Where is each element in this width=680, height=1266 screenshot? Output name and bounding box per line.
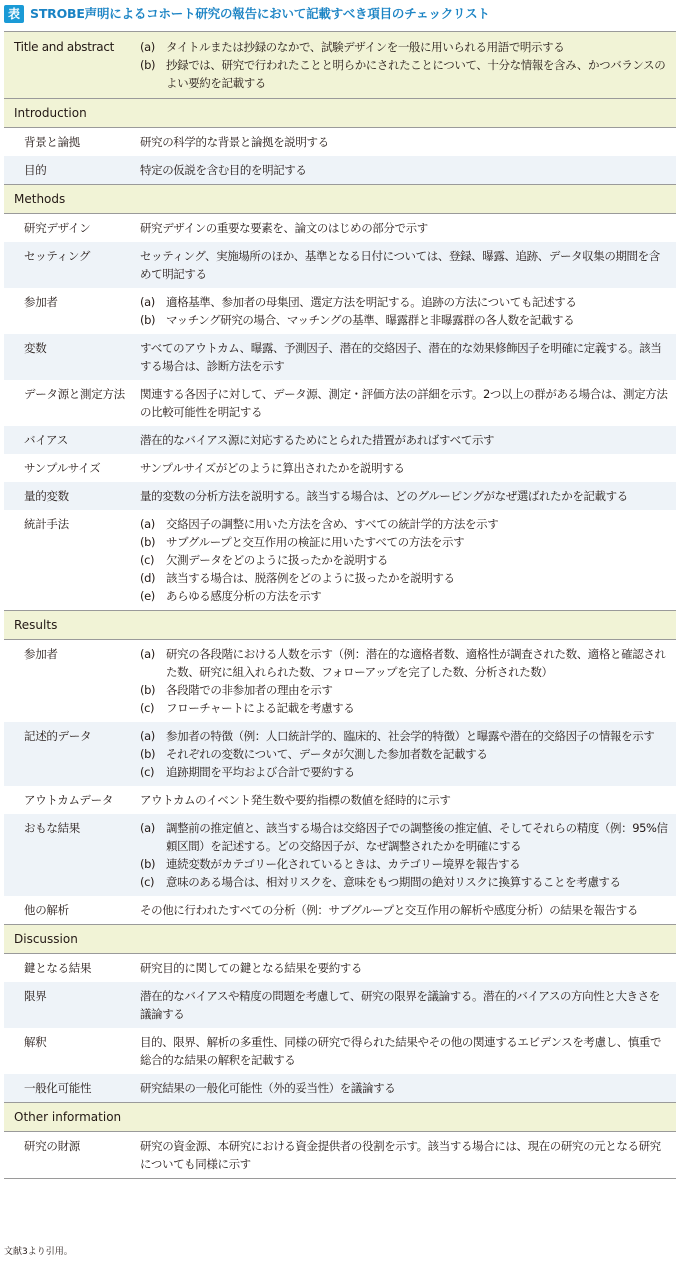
- item-description: 潜在的なバイアス源に対応するためにとられた措置があればすべて示す: [140, 433, 495, 447]
- sub-item: [140, 38, 668, 56]
- item-label: 解釈: [24, 1035, 47, 1049]
- item-description: 研究結果の一般化可能性（外的妥当性）を議論する: [140, 1081, 396, 1095]
- sub-item-text: 調整前の推定値と、該当する場合は交絡因子での調整後の推定値、そしてそれらの精度（例：95%信頼区間）を記述する。どの交絡因子が、なぜ調整されたかを明確にする: [166, 821, 668, 853]
- item-label: 限界: [24, 989, 47, 1003]
- checklist-row: [4, 640, 676, 722]
- section-heading: Methods: [4, 184, 676, 214]
- section-heading: Other information: [4, 1102, 676, 1132]
- source-footnote: 文献3より引用。: [4, 1247, 73, 1257]
- sub-item-marker: (b): [140, 683, 156, 697]
- table-title-text: STROBE声明によるコホート研究の報告において記載すべき項目のチェックリスト: [30, 6, 490, 21]
- item-label: 統計手法: [24, 517, 69, 531]
- sub-item-text: サブグループと交互作用の検証に用いたすべての方法を示す: [166, 535, 465, 549]
- section-heading: Introduction: [4, 98, 676, 128]
- sub-item-marker: (c): [140, 765, 155, 779]
- item-label: 記述的データ: [24, 729, 92, 743]
- table-title: [0, 0, 680, 28]
- sub-item-text: 研究の各段階における人数を示す（例：潜在的な適格者数、適格性が調査された数、適格と確認された数、研究に組入れられた数、フォローアップを完了した数、分析された数）: [166, 647, 666, 679]
- sub-item: [140, 533, 668, 551]
- checklist-row: [4, 334, 676, 380]
- checklist-row: [4, 896, 676, 924]
- item-description: その他に行われたすべての分析（例：サブグループと交互作用の解析や感度分析）の結果を報告する: [140, 903, 638, 917]
- checklist-row: [4, 982, 676, 1028]
- sub-item: [140, 645, 668, 681]
- item-description: 研究デザインの重要な要素を、論文のはじめの部分で示す: [140, 221, 428, 235]
- sub-item-text: マッチング研究の場合、マッチングの基準、曝露群と非曝露群の各人数を記載する: [166, 313, 575, 327]
- item-description: 研究目的に関しての鍵となる結果を要約する: [140, 961, 362, 975]
- checklist-row: [4, 214, 676, 242]
- item-label: 鍵となる結果: [24, 961, 92, 975]
- item-label: バイアス: [24, 433, 68, 447]
- item-label: 目的: [24, 163, 47, 177]
- item-label: おもな結果: [24, 821, 80, 835]
- checklist-row: [4, 482, 676, 510]
- item-description: [140, 727, 676, 781]
- sub-item-text: フローチャートによる記載を考慮する: [166, 701, 355, 715]
- checklist-row: [4, 1028, 676, 1074]
- checklist-row: [4, 128, 676, 156]
- sub-item-text: 連続変数がカテゴリー化されているときは、カテゴリー境界を報告する: [166, 857, 521, 871]
- sub-item: [140, 569, 668, 587]
- checklist-row: [4, 510, 676, 610]
- sub-item: [140, 56, 668, 92]
- item-description: 潜在的なバイアスや精度の問題を考慮して、研究の限界を議論する。潜在的バイアスの方向性と大きさを議論する: [140, 989, 660, 1021]
- sub-item: [140, 587, 668, 605]
- sub-item: [140, 311, 668, 329]
- item-description: アウトカムのイベント発生数や要約指標の数値を経時的に示す: [140, 793, 451, 807]
- item-description: [140, 515, 676, 605]
- sub-item-marker: (a): [140, 517, 155, 531]
- checklist-row: [4, 288, 676, 334]
- sub-item-marker: (c): [140, 701, 155, 715]
- sub-item-marker: (b): [140, 58, 156, 72]
- sub-item-text: 交絡因子の調整に用いた方法を含め、すべての統計学的方法を示す: [166, 517, 499, 531]
- item-label: 背景と論拠: [24, 135, 80, 149]
- item-label: 他の解析: [24, 903, 69, 917]
- item-label: 研究の財源: [24, 1139, 80, 1153]
- item-description: 研究の資金源、本研究における資金提供者の役割を示す。該当する場合には、現在の研究の元となる研究についても同様に示す: [140, 1139, 661, 1171]
- sub-item-text: 適格基準、参加者の母集団、選定方法を明記する。追跡の方法についても記述する: [166, 295, 577, 309]
- item-description: 関連する各因子に対して、データ源、測定・評価方法の詳細を示す。2つ以上の群がある場合は、測定方法の比較可能性を明記する: [140, 387, 668, 419]
- item-label: 参加者: [24, 295, 58, 309]
- sub-item-marker: (c): [140, 875, 155, 889]
- sub-item: [140, 293, 668, 311]
- checklist-row: [4, 1132, 676, 1178]
- sub-item-marker: (a): [140, 821, 155, 835]
- sub-item-marker: (d): [140, 571, 156, 585]
- sub-item-text: 抄録では、研究で行われたことと明らかにされたことについて、十分な情報を含み、かつバランスのよい要約を記載する: [166, 58, 666, 90]
- item-label: 変数: [24, 341, 47, 355]
- checklist-row: [4, 156, 676, 184]
- item-description: セッティング、実施場所のほか、基準となる日付については、登録、曝露、追跡、データ収集の期間を含めて明記する: [140, 249, 660, 281]
- item-description: [140, 819, 676, 891]
- item-label: Title and abstract: [14, 40, 115, 54]
- checklist-row: [4, 722, 676, 786]
- sub-item: [140, 873, 668, 891]
- item-description: [140, 293, 676, 329]
- item-description: [140, 38, 676, 92]
- item-description: 量的変数の分析方法を説明する。該当する場合は、どのグルーピングがなぜ選ばれたかを記載する: [140, 489, 628, 503]
- sub-item: [140, 699, 668, 717]
- sub-item-marker: (a): [140, 729, 155, 743]
- sub-item-marker: (a): [140, 647, 155, 661]
- sub-item: [140, 763, 668, 781]
- checklist-row: [4, 426, 676, 454]
- item-description: 特定の仮説を含む目的を明記する: [140, 163, 307, 177]
- section-heading: Results: [4, 610, 676, 640]
- item-label: 参加者: [24, 647, 58, 661]
- sub-item-text: 参加者の特徴（例：人口統計学的、臨床的、社会学的特徴）と曝露や潜在的交絡因子の情報を示す: [166, 729, 655, 743]
- sub-item-marker: (b): [140, 747, 156, 761]
- sub-item-text: 該当する場合は、脱落例をどのように扱ったかを説明する: [166, 571, 455, 585]
- sub-item-text: あらゆる感度分析の方法を示す: [166, 589, 322, 603]
- item-label: データ源と測定方法: [24, 387, 125, 401]
- item-label: セッティング: [24, 249, 91, 263]
- checklist-row: [4, 242, 676, 288]
- sub-item-text: それぞれの変数について、データが欠測した参加者数を記載する: [166, 747, 488, 761]
- sub-item: [140, 515, 668, 533]
- item-label: 一般化可能性: [24, 1081, 92, 1095]
- sub-item-marker: (e): [140, 589, 155, 603]
- sub-item-text: タイトルまたは抄録のなかで、試験デザインを一般に用いられる用語で明示する: [166, 40, 565, 54]
- sub-item: [140, 727, 668, 745]
- sub-item-marker: (c): [140, 553, 155, 567]
- item-description: すべてのアウトカム、曝露、予測因子、潜在的交絡因子、潜在的な効果修飾因子を明確に定義する。該当する場合は、診断方法を示す: [140, 341, 662, 373]
- sub-item-text: 追跡期間を平均および合計で要約する: [166, 765, 355, 779]
- sub-item: [140, 681, 668, 699]
- sub-item: [140, 855, 668, 873]
- section-heading: Discussion: [4, 924, 676, 954]
- sub-item-marker: (a): [140, 40, 155, 54]
- item-description: 研究の科学的な背景と論拠を説明する: [140, 135, 329, 149]
- checklist-row: [4, 32, 676, 98]
- checklist-row: [4, 454, 676, 482]
- checklist-row: [4, 786, 676, 814]
- item-label: サンプルサイズ: [24, 461, 101, 475]
- sub-item: [140, 551, 668, 569]
- item-label: 研究デザイン: [24, 221, 91, 235]
- sub-item-text: 欠測データをどのように扱ったかを説明する: [166, 553, 388, 567]
- checklist-row: [4, 1074, 676, 1102]
- item-description: [140, 645, 676, 717]
- sub-item-marker: (b): [140, 857, 156, 871]
- sub-item-marker: (b): [140, 535, 156, 549]
- item-label: アウトカムデータ: [24, 793, 114, 807]
- sub-item-text: 意味のある場合は、相対リスクを、意味をもつ期間の絶対リスクに換算することを考慮する: [166, 875, 621, 889]
- checklist-table: [4, 31, 676, 1179]
- item-label: 量的変数: [24, 489, 69, 503]
- sub-item: [140, 745, 668, 763]
- sub-item: [140, 819, 668, 855]
- item-description: 目的、限界、解析の多重性、同様の研究で得られた結果やその他の関連するエビデンスを考慮し、慎重で総合的な結果の解釈を記載する: [140, 1035, 662, 1067]
- item-description: サンプルサイズがどのように算出されたかを説明する: [140, 461, 405, 475]
- sub-item-text: 各段階での非参加者の理由を示す: [166, 683, 333, 697]
- sub-item-marker: (b): [140, 313, 156, 327]
- checklist-row: [4, 954, 676, 982]
- checklist-row: [4, 814, 676, 896]
- table-badge: 表: [4, 5, 24, 23]
- checklist-row: [4, 380, 676, 426]
- sub-item-marker: (a): [140, 295, 155, 309]
